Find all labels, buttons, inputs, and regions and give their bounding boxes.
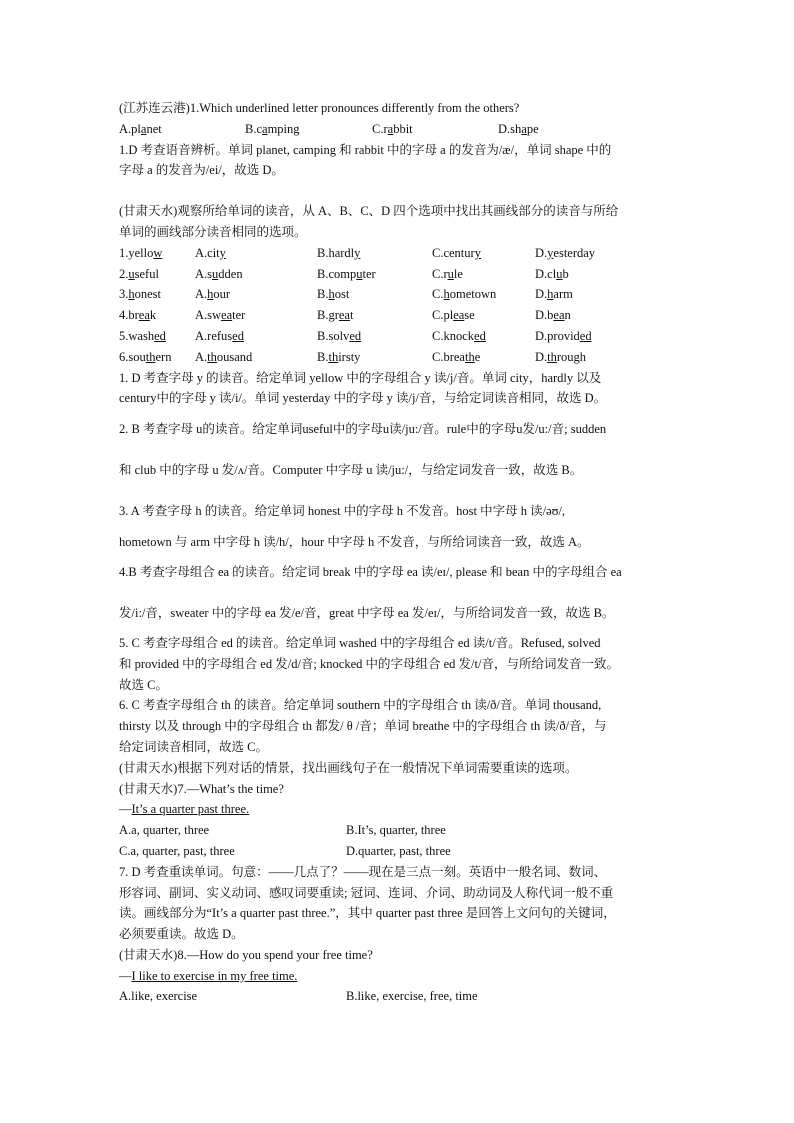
word-option-c: C.hometown [432,287,497,302]
q7-answer-sentence: —It’s a quarter past three. [119,802,250,817]
q1-options [119,119,679,140]
q7-options-row-1 [119,820,679,841]
q8-options [119,986,679,1007]
word-option-c: C.rule [432,266,463,281]
word-row-1 [119,243,679,264]
section3-intro: (甘肃天水)根据下列对话的情景，找出画线句子在一般情况下单词需要重读的选项。 [119,760,578,775]
word-option-c: C.breathe [432,349,481,364]
word-option-a: A.hour [195,287,231,302]
word-option-d: D.provided [535,328,592,343]
word-option-d: D.yesterday [535,245,596,260]
answer-3-line-2: hometown 与 arm 中字母 h 读/h/，hour 中字母 h 不发音，与所给词读音一致，故选 A。 [119,534,590,549]
q7-option-a: A.a, quarter, three [119,823,210,838]
spacer [119,181,679,201]
word-given: 2.useful [119,266,159,281]
word-option-d: D.club [535,266,569,281]
spacer [119,624,679,633]
word-row-4 [119,305,679,326]
word-table [119,243,679,368]
q1-option-b: B.camping [245,121,300,136]
word-given: 1.yellow [119,245,163,260]
word-row-2 [119,264,679,285]
q1-stem: (江苏连云港)1.Which underlined letter pronounces differently from the others? [119,101,520,115]
spacer [119,522,679,532]
answer-4-line-2: 发/i:/音，sweater 中的字母 ea 发/e/音，great 中字母 ea 发/eɪ/，与所给词发音一致，故选 B。 [119,606,615,621]
q7-option-c: C.a, quarter, past, three [119,843,235,858]
word-option-a: A.refused [195,328,244,343]
word-option-a: A.sweater [195,308,246,323]
answer-5-line-3: 故选 C。 [119,677,168,692]
word-option-b: B.thirsty [317,349,361,364]
word-option-b: B.great [317,308,354,323]
word-given: 6.southern [119,349,172,364]
q8-stem: (甘肃天水)8.—How do you spend your free time? [119,947,373,962]
word-option-c: C.century [432,245,481,260]
q7-option-d: D.quarter, past, three [346,843,451,858]
word-row-5 [119,326,679,347]
word-option-a: A.thousand [195,349,253,364]
spacer [119,583,679,603]
answer-7-line-4: 必须要重读。故选 D。 [119,927,244,942]
answer-2-line-1: 2. B 考查字母 u的读音。给定单词useful中的字母u读/ju:/音。rule中的字母u发/u:/音; sudden [119,422,607,437]
spacer [119,481,679,501]
word-given: 3.honest [119,287,162,302]
answer-3-line-1: 3. A 考查字母 h 的读音。给定单词 honest 中的字母 h 不发音。host 中字母 h 读/əʊ/, [119,503,566,518]
word-given: 4.break [119,308,157,323]
q8-answer-sentence: —I like to exercise in my free time. [119,968,298,983]
word-row-6 [119,347,679,368]
answer-5-line-1: 5. C 考查字母组合 ed 的读音。给定单词 washed 中的字母组合 ed 读/t/音。Refused, solved [119,635,601,650]
word-option-b: B.host [317,287,350,302]
q7-option-b: B.It’s, quarter, three [346,823,446,838]
spacer [119,552,679,562]
word-option-b: B.computer [317,266,376,281]
answer-4-line-1: 4.B 考查字母组合 ea 的读音。给定词 break 中的字母 ea 读/eɪ/, please 和 bean 中的字母组合 ea [119,565,622,580]
word-row-3 [119,284,679,305]
word-option-d: D.through [535,349,587,364]
answer-6-line-1: 6. C 考查字母组合 th 的读音。给定单词 southern 中的字母组合 th 读/ð/音。单词 thousand, [119,698,602,713]
word-given: 5.washed [119,328,166,343]
q1-option-d: D.shape [498,121,539,136]
q1-option-a: A.planet [119,121,162,136]
q7-stem: (甘肃天水)7.—What’s the time? [119,781,284,796]
document-page [119,98,679,1007]
answer-2-line-2: 和 club 中的字母 u 发/ʌ/音。Computer 中字母 u 读/ju:/，与给定词发音一致，故选 B。 [119,462,583,477]
answer-6-line-2: thirsty 以及 through 中的字母组合 th 都发/ θ /音；单词 breathe 中的字母组合 th 读/ð/音，与 [119,719,607,734]
word-option-b: B.solved [317,328,362,343]
answer-7-line-1: 7. D 考查重读单词。句意：——几点了？——现在是三点一刻。英语中一般名词、数词、 [119,864,607,879]
word-option-c: C.knocked [432,328,486,343]
word-option-d: D.bean [535,308,571,323]
answer-5-line-2: 和 provided 中的字母组合 ed 发/d/音; knocked 中的字母组合 ed 发/t/音，与所给词发音一致。 [119,656,619,671]
answer-6-line-3: 给定词读音相同，故选 C。 [119,739,268,754]
q8-option-a: A.like, exercise [119,989,198,1004]
q1-option-c: C.rabbit [372,121,413,136]
q8-option-b: B.like, exercise, free, time [346,989,478,1004]
q1-answer-line-1: 1.D 考查语音辨析。单词 planet, camping 和 rabbit 中的字母 a 的发音为/æ/，单词 shape 中的 [119,142,612,157]
spacer [119,409,679,419]
word-option-b: B.hardly [317,245,361,260]
section2-intro-line-1: (甘肃天水)观察所给单词的读音，从 A、B、C、D 四个选项中找出其画线部分的读音与所给 [119,204,619,219]
word-option-a: A.sudden [195,266,243,281]
answer-7-line-3: 读。画线部分为“It’s a quarter past three.”，其中 quarter past three 是回答上文问句的关键词， [119,906,616,921]
answer-1-line-2: century中的字母 y 读/i/。单词 yesterday 中的字母 y 读/j/音，与给定词读音相同，故选 D。 [119,391,607,406]
answer-1-line-1: 1. D 考查字母 y 的读音。给定单词 yellow 中的字母组合 y 读/j/音。单词 city，hardly 以及 [119,370,602,385]
answer-7-line-2: 形容词、副词、实义动词、感叹词要重读; 冠词、连词、介词、助动词及人称代词一般不重 [119,885,614,900]
q7-options-row-2 [119,841,679,862]
word-option-a: A.city [195,245,226,260]
word-option-d: D.harm [535,287,573,302]
section2-intro-line-2: 单词的画线部分读音相同的选项。 [119,224,307,239]
q1-answer-line-2: 字母 a 的发音为/ei/，故选 D。 [119,163,284,178]
word-option-c: C.please [432,308,475,323]
spacer [119,440,679,460]
